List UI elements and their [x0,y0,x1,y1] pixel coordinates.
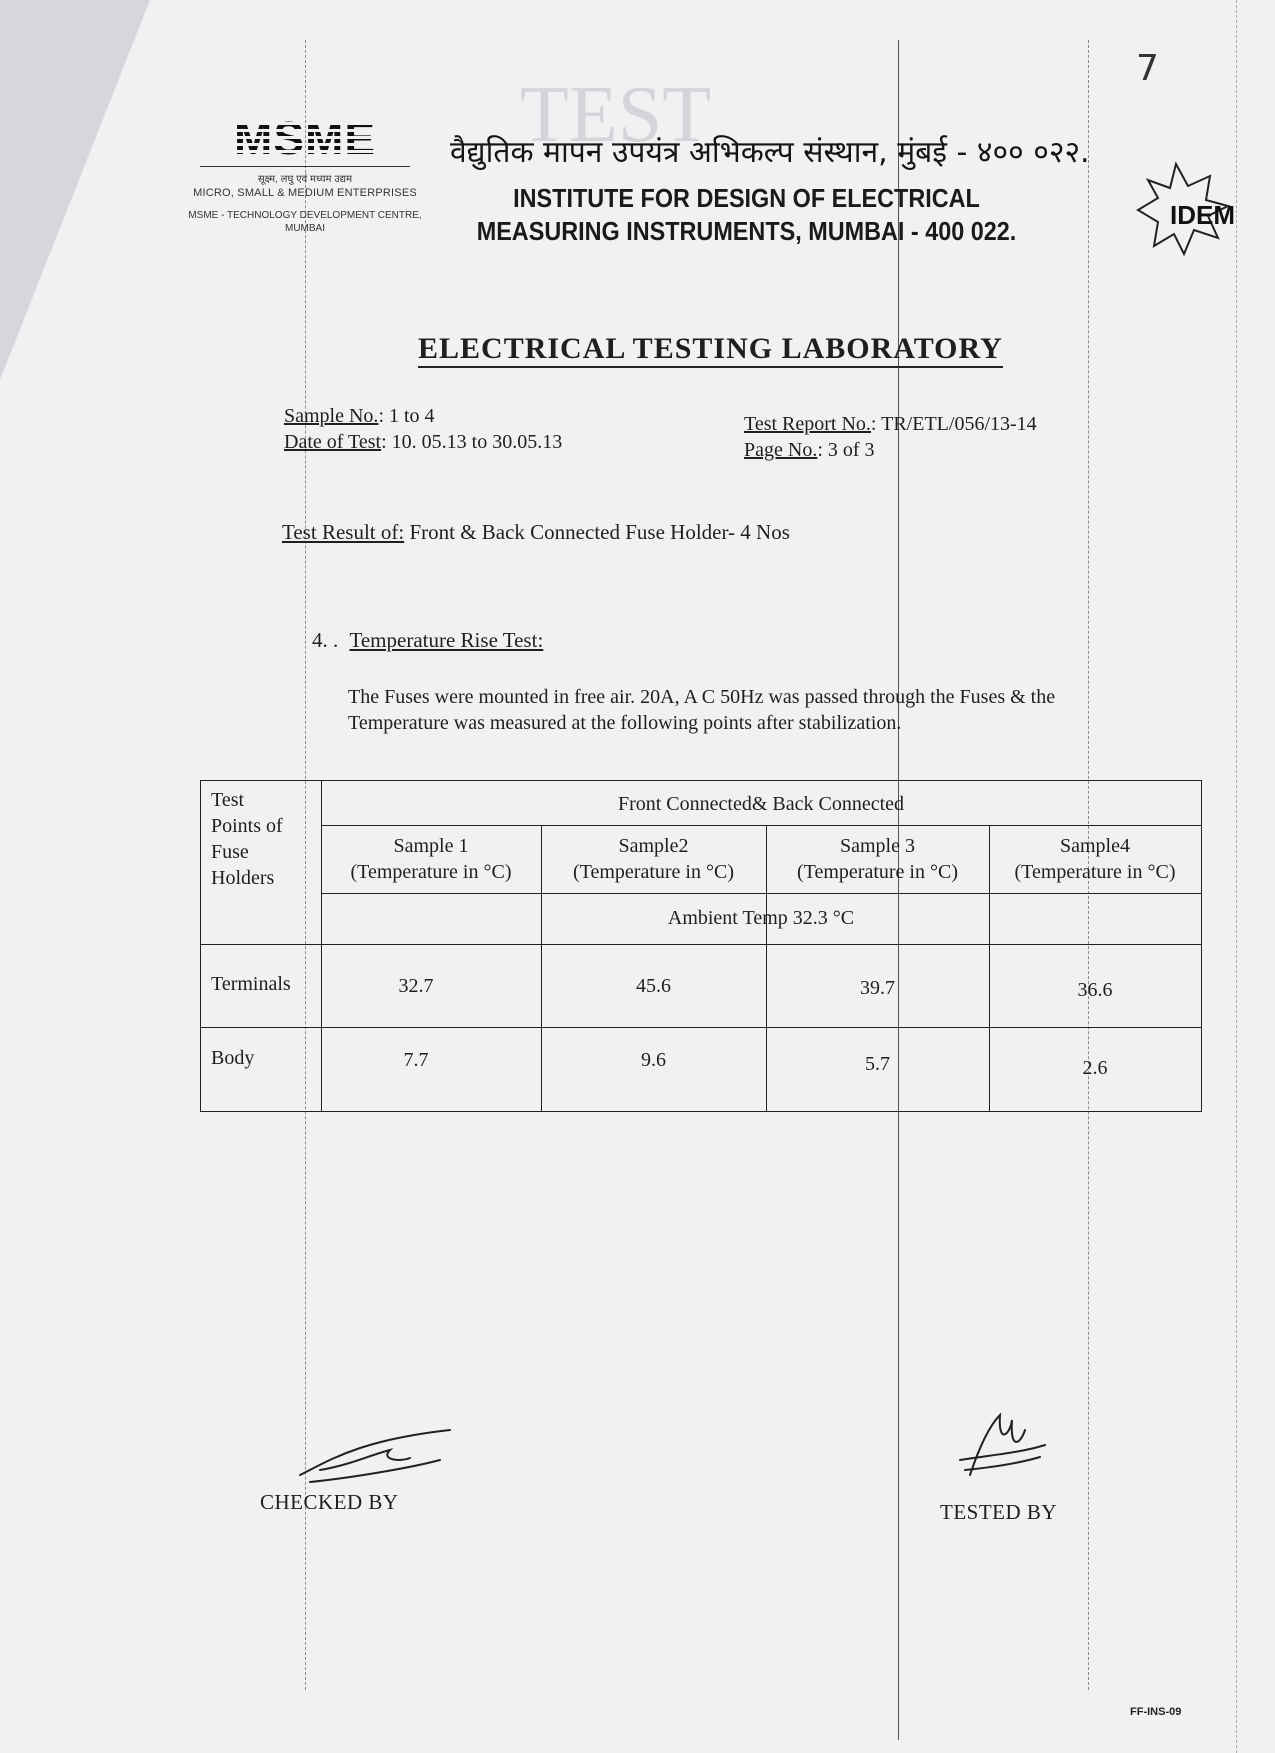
report-label: Test Report No. [744,413,871,435]
date-label: Date of Test [284,431,382,453]
logo-english-text: MICRO, SMALL & MEDIUM ENTERPRISES [193,187,417,199]
form-code: FF-INS-09 [1130,1706,1182,1718]
institute-title-line1: INSTITUTE FOR DESIGN OF ELECTRICAL [513,183,980,213]
corner-line: Holders [211,867,275,889]
lab-title: ELECTRICAL TESTING LABORATORY [418,332,1003,368]
table-divider [201,944,1201,945]
section-title: Temperature Rise Test: [349,628,544,652]
column-header-sample-3 [766,833,989,885]
date-value: : 10. 05.13 to 30.05.13 [381,431,563,453]
watermark-text: TEST [520,71,712,159]
logo-centre-line2: MUMBAI [285,223,325,234]
column-unit: (Temperature in °C) [573,861,734,883]
table-divider [201,1027,1201,1028]
table-cell: 45.6 [636,975,671,997]
page-number [744,438,875,462]
row-label-body: Body [211,1047,255,1069]
page-fold-shadow [0,0,150,380]
corner-line: Points of [211,815,283,837]
test-result [282,520,790,544]
logo-rule [200,166,410,167]
idem-badge-text: IDEM [1170,200,1235,230]
column-header-sample-4 [989,833,1201,885]
table-divider [321,825,1201,826]
table-cell: 36.6 [1077,979,1113,1001]
checked-by-signature [290,1420,460,1490]
table-cell: 2.6 [1082,1057,1108,1079]
table-corner-header [211,787,315,891]
row-label-terminals: Terminals [211,973,291,995]
test-result-value: Front & Back Connected Fuse Holder- 4 Nos [409,520,790,544]
temperature-rise-table [200,780,1202,1112]
column-unit: (Temperature in °C) [1014,861,1176,883]
table-divider [321,893,1201,894]
test-result-label: Test Result of: [282,520,405,544]
page-label: Page No. [744,439,818,461]
column-name: Sample2 [618,835,689,857]
sample-label: Sample No. [284,405,379,427]
column-header-sample-1 [321,833,541,885]
column-name: Sample 1 [393,835,469,857]
sample-value: : 1 to 4 [378,405,435,427]
corner-line: Test [211,789,245,811]
handwritten-page-mark: 7 [1136,48,1159,89]
logo-centre-text [160,209,450,235]
institute-title-line2: MEASURING INSTRUMENTS, MUMBAI - 400 022. [476,216,1017,246]
table-cell: 9.6 [641,1049,666,1071]
tested-by-label: TESTED BY [940,1500,1058,1524]
logo-centre-line1: MSME - TECHNOLOGY DEVELOPMENT CENTRE, [188,210,422,221]
column-header-sample-2 [541,833,766,885]
msme-logo [160,112,450,235]
column-name: Sample4 [1060,835,1130,857]
institute-title [445,182,1048,248]
tested-by-signature [950,1405,1050,1495]
column-unit: (Temperature in °C) [350,861,512,883]
logo-hindi-text: सूक्ष्म, लघु एवं मध्यम उद्यम [257,174,353,185]
column-unit: (Temperature in °C) [797,861,958,883]
date-of-test [284,430,562,454]
group-header: Front Connected& Back Connected [617,793,905,815]
page-value: : 3 of 3 [817,439,875,461]
report-value: : TR/ETL/056/13-14 [870,413,1037,435]
table-cell: 5.7 [865,1053,890,1075]
hindi-institute-title: वैद्युतिक मापन उपयंत्र अभिकल्प संस्थान, मुंबई - ४०० ०२२. [450,135,1090,170]
ambient-temperature: Ambient Temp 32.3 °C [667,907,855,929]
checked-by-label: CHECKED BY [260,1490,399,1514]
corner-line: Fuse [211,841,249,863]
section-number: 4. . [312,628,339,652]
table-cell: 7.7 [403,1049,429,1071]
section-heading [312,628,543,653]
test-description: The Fuses were mounted in free air. 20A, A C 50Hz was passed through the Fuses & the Temperature was measured at the following points after stabilization. [348,686,1056,734]
column-name: Sample 3 [840,835,915,857]
msme-logo-mark: MSME [234,112,376,164]
table-cell: 39.7 [860,977,895,999]
sample-number [284,404,435,428]
test-report-number [744,412,1037,436]
table-cell: 32.7 [398,975,434,997]
